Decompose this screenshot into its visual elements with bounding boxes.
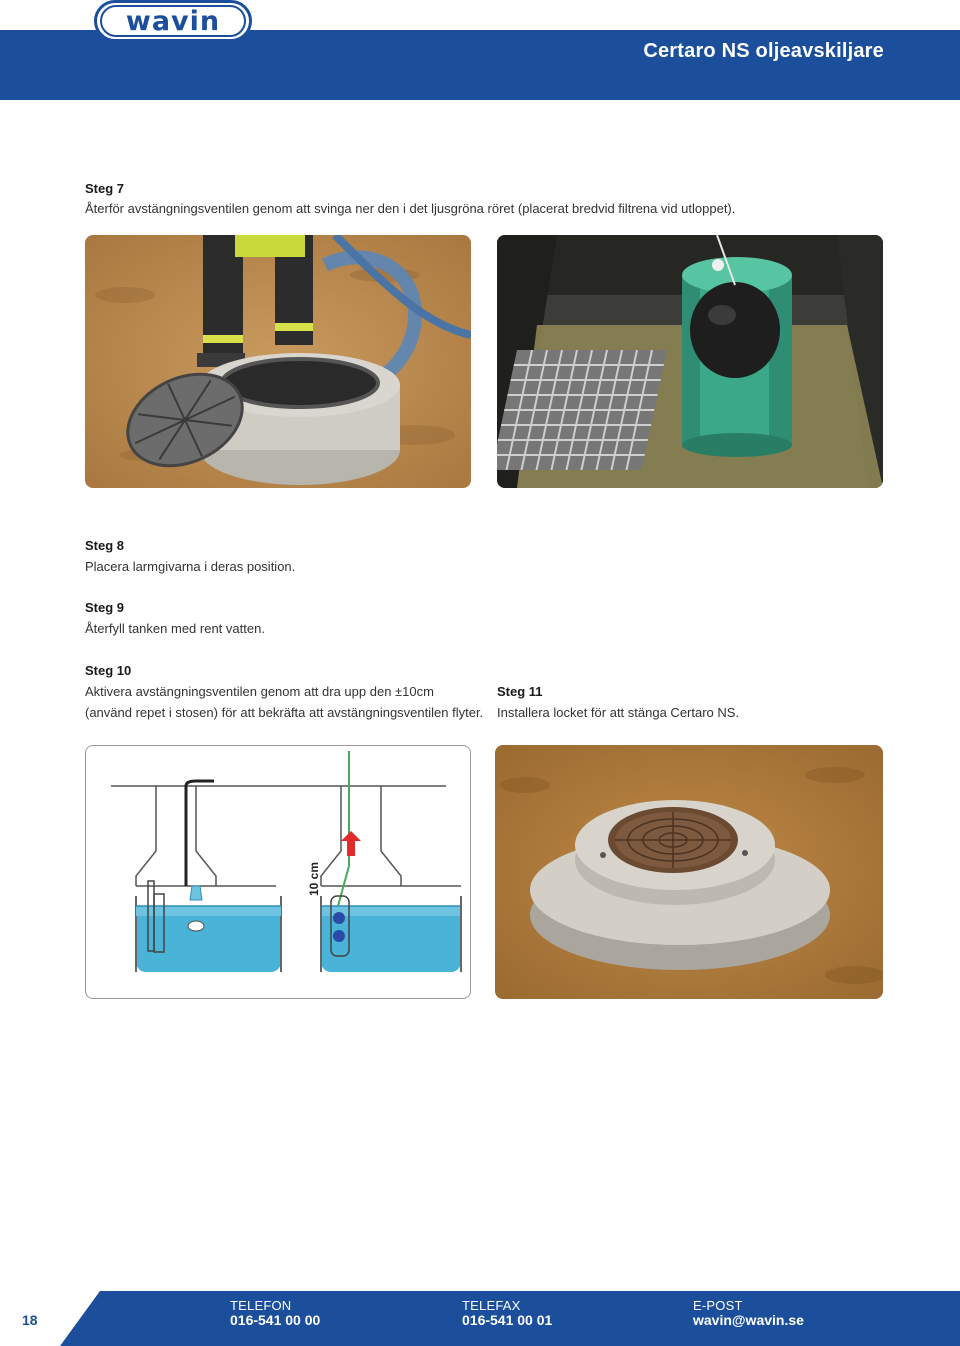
email-link[interactable]: wavin@wavin.se — [693, 1312, 804, 1328]
photo-manhole-worker — [85, 235, 471, 488]
step7-body: Återför avstängningsventilen genom att svinga ner den i det ljusgröna röret (placerat bredvid filtrena vid utloppet). — [85, 201, 736, 216]
fax-number: 016-541 00 01 — [462, 1312, 553, 1328]
photo-tank-float — [497, 235, 883, 488]
diagram-label-10cm: 10 cm — [307, 861, 321, 896]
step10-title: Steg 10 — [85, 663, 132, 678]
step8-title: Steg 8 — [85, 538, 125, 553]
separator-left — [136, 781, 281, 972]
step11-body: Installera locket för att stänga Certaro NS. — [497, 705, 740, 720]
page-title: Certaro NS oljeavskiljare — [643, 40, 884, 62]
phone-label: TELEFON — [230, 1298, 292, 1313]
photo-installed-lid — [495, 745, 883, 999]
step10-body-line2: (använd repet i stosen) för att bekräfta att avstängningsventilen flyter. — [85, 705, 484, 720]
step7-title: Steg 7 — [85, 181, 125, 196]
step8-body: Placera larmgivarna i deras position. — [85, 559, 296, 574]
separator-right — [321, 751, 461, 972]
phone-number[interactable]: 016-541 00 00 — [230, 1312, 321, 1328]
fax-label: TELEFAX — [462, 1298, 521, 1313]
step10-body-line1: Aktivera avstängningsventilen genom att dra upp den ±10cm — [85, 684, 434, 699]
page-number: 18 — [22, 1312, 38, 1328]
step11-title: Steg 11 — [497, 684, 543, 699]
email-label: E-POST — [693, 1298, 743, 1313]
step9-body: Återfyll tanken med rent vatten. — [85, 621, 265, 636]
step9-title: Steg 9 — [85, 600, 125, 615]
wavin-logo — [94, 0, 252, 42]
diagram-shutoff-valve — [85, 745, 471, 999]
logo-text: wavin — [125, 5, 221, 37]
